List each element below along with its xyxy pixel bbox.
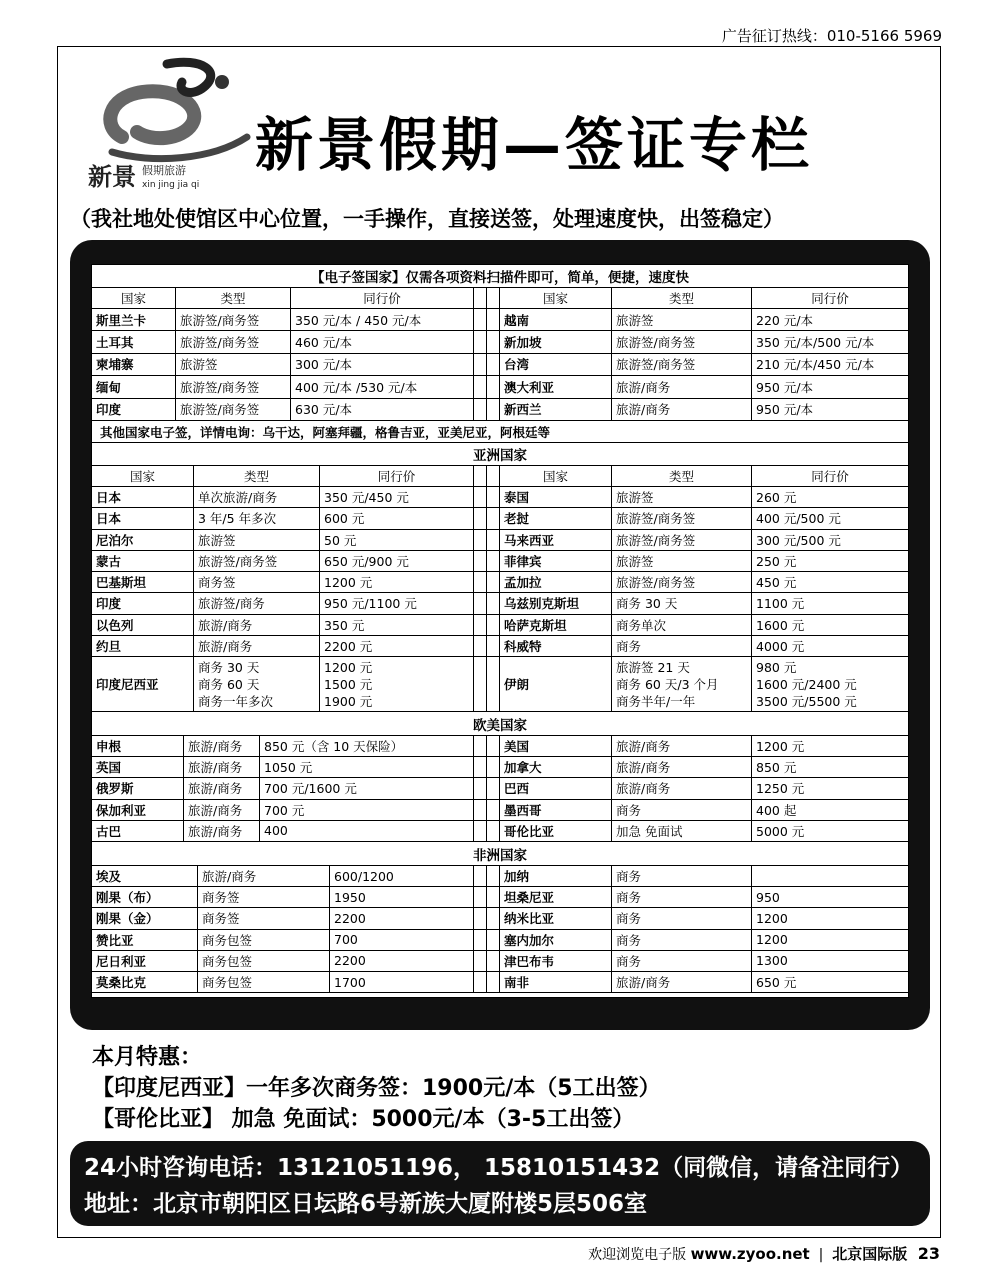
country-name: 莫桑比克	[92, 972, 198, 992]
contact-address: 地址：北京市朝阳区日坛路6号新族大厦附楼5层506室	[84, 1191, 648, 1217]
visa-price: 850 元（含 10 天保险）	[260, 736, 474, 756]
visa-type: 商务包签	[198, 972, 330, 992]
visa-type: 商务	[612, 636, 752, 656]
country-name: 刚果（布）	[92, 887, 198, 907]
col-header-type: 类型	[176, 288, 291, 308]
visa-price: 450 元	[756, 575, 797, 591]
special-offer-1: 【印度尼西亚】一年多次商务签：1900元/本（5工出签）	[92, 1076, 661, 1101]
visa-type: 旅游/商务	[184, 800, 260, 820]
country-name: 哥伦比亚	[500, 821, 612, 841]
visa-type-line: 商务 30 天	[198, 659, 260, 675]
visa-price	[752, 866, 908, 886]
table-row	[92, 331, 908, 353]
country-name: 新加坡	[500, 331, 612, 352]
visa-type: 商务包签	[198, 930, 330, 950]
visa-price: 300 元/本	[291, 354, 474, 375]
evisa-header-row	[92, 288, 908, 309]
footer-divider: |	[814, 1247, 828, 1263]
table-row	[92, 376, 908, 398]
visa-price: 700 元/1600 元	[260, 778, 474, 798]
footer-site-link[interactable]: www.zyoo.net	[690, 1245, 810, 1263]
table-row	[92, 951, 908, 972]
page-subtitle: （我社地处使馆区中心位置，一手操作，直接送签，处理速度快，出签稳定）	[70, 207, 784, 231]
visa-type: 旅游签	[612, 551, 752, 571]
country-name: 印度	[92, 593, 194, 613]
visa-type: 旅游/商务	[612, 778, 752, 798]
col-header-type: 类型	[194, 466, 320, 486]
visa-type: 商务	[612, 930, 752, 950]
country-name: 保加利亚	[92, 800, 184, 820]
col-header-price: 同行价	[811, 291, 849, 306]
visa-type: 旅游签	[194, 530, 320, 550]
country-name: 日本	[92, 487, 194, 507]
monthly-special	[92, 1042, 661, 1135]
visa-price-table	[91, 264, 909, 998]
evisa-note: 其他国家电子签，详情电询：乌干达，阿塞拜疆，格鲁吉亚，亚美尼亚，阿根廷等	[92, 421, 908, 443]
table-row	[92, 887, 908, 908]
visa-type: 旅游签/商务签	[612, 530, 752, 550]
contact-phone: 24小时咨询电话：13121051196， 15810151432（同微信，请备注同行）	[84, 1155, 914, 1181]
visa-price: 1200 元	[756, 739, 805, 755]
country-name: 哈萨克斯坦	[500, 615, 612, 635]
country-name: 尼日利亚	[92, 951, 198, 971]
table-row	[92, 757, 908, 778]
visa-price: 400 元/500 元	[756, 511, 841, 527]
country-name: 巴西	[500, 778, 612, 798]
visa-price-line: 1500 元	[324, 676, 373, 692]
country-name: 越南	[500, 309, 612, 330]
visa-price: 600/1200	[330, 866, 474, 886]
visa-price	[320, 657, 474, 711]
table-row	[92, 572, 908, 593]
visa-price: 630 元/本	[291, 399, 474, 420]
visa-price: 5000 元	[756, 823, 805, 839]
country-name: 古巴	[92, 821, 184, 841]
visa-type-line: 商务半年/一年	[616, 693, 696, 709]
footer-edition: 北京国际版	[832, 1245, 908, 1263]
country-name: 埃及	[92, 866, 198, 886]
country-name: 约旦	[92, 636, 194, 656]
table-row	[92, 593, 908, 614]
visa-price: 1300	[756, 953, 788, 969]
visa-price: 650 元/900 元	[320, 551, 474, 571]
visa-price-line: 1200 元	[324, 659, 373, 675]
table-row	[92, 636, 908, 657]
asia-header-row	[92, 466, 908, 487]
visa-type: 旅游签	[176, 354, 291, 375]
visa-type: 旅游签	[612, 309, 752, 330]
visa-price: 1950	[330, 887, 474, 907]
country-name: 新西兰	[500, 399, 612, 420]
visa-price: 350 元/本/500 元/本	[756, 335, 875, 351]
visa-price: 2200	[330, 951, 474, 971]
country-name: 坦桑尼亚	[500, 887, 612, 907]
visa-type: 旅游签/商务签	[176, 399, 291, 420]
visa-price: 350 元	[320, 615, 474, 635]
visa-price: 1200	[756, 932, 788, 948]
ad-hotline: 广告征订热线：010-5166 5969	[721, 27, 942, 45]
europe-banner: 欧美国家	[92, 712, 908, 736]
country-name: 巴基斯坦	[92, 572, 194, 592]
visa-type: 商务	[612, 887, 752, 907]
special-heading: 本月特惠：	[92, 1045, 203, 1070]
visa-type-line: 商务 60 天	[198, 676, 260, 692]
visa-type: 商务签	[198, 908, 330, 928]
visa-type	[194, 657, 320, 711]
brand-logo	[82, 52, 267, 192]
table-row	[92, 530, 908, 551]
country-name: 孟加拉	[500, 572, 612, 592]
visa-price: 460 元/本	[291, 331, 474, 352]
table-row	[92, 866, 908, 887]
country-name: 印度尼西亚	[92, 657, 194, 711]
visa-price: 1050 元	[260, 757, 474, 777]
country-name: 纳米比亚	[500, 908, 612, 928]
visa-type-line: 旅游签 21 天	[616, 659, 690, 675]
visa-price: 400 元/本 /530 元/本	[291, 376, 474, 397]
col-header-type: 类型	[612, 466, 752, 486]
visa-price: 950 元/1100 元	[320, 593, 474, 613]
visa-type: 商务	[612, 866, 752, 886]
country-name: 英国	[92, 757, 184, 777]
visa-price: 700	[330, 930, 474, 950]
visa-type: 商务签	[198, 887, 330, 907]
special-offer-2: 【哥伦比亚】 加急 免面试：5000元/本（3-5工出签）	[92, 1107, 635, 1132]
visa-type-line: 商务一年多次	[198, 693, 274, 709]
visa-price: 350 元/450 元	[320, 487, 474, 507]
country-name: 俄罗斯	[92, 778, 184, 798]
visa-type: 旅游/商务	[198, 866, 330, 886]
country-name: 缅甸	[92, 376, 176, 397]
page-footer	[588, 1243, 940, 1264]
table-row	[92, 736, 908, 757]
visa-type-line: 商务 60 天/3 个月	[616, 676, 719, 692]
visa-price: 260 元	[756, 490, 797, 506]
visa-price: 2200 元	[320, 636, 474, 656]
country-name: 以色列	[92, 615, 194, 635]
country-name: 美国	[500, 736, 612, 756]
table-row	[92, 778, 908, 799]
country-name: 乌兹别克斯坦	[500, 593, 612, 613]
visa-price: 220 元/本	[756, 312, 814, 328]
contact-box	[70, 1141, 930, 1226]
visa-price-line: 1600 元/2400 元	[756, 676, 857, 692]
country-name: 台湾	[500, 354, 612, 375]
table-row	[92, 487, 908, 508]
country-name: 斯里兰卡	[92, 309, 176, 330]
footer-browse: 欢迎浏览电子版	[588, 1247, 687, 1263]
visa-price: 950 元/本	[756, 402, 814, 418]
visa-type: 商务	[612, 908, 752, 928]
visa-type: 商务	[612, 800, 752, 820]
visa-type: 旅游签/商务签	[176, 331, 291, 352]
visa-type: 旅游签/商务签	[176, 376, 291, 397]
visa-price: 2200	[330, 908, 474, 928]
country-name: 南非	[500, 972, 612, 992]
visa-type: 商务包签	[198, 951, 330, 971]
visa-price-line: 980 元	[756, 659, 797, 675]
visa-type: 旅游/商务	[612, 757, 752, 777]
country-name: 加纳	[500, 866, 612, 886]
visa-type: 旅游签/商务签	[612, 331, 752, 352]
visa-type: 商务单次	[612, 615, 752, 635]
country-name: 澳大利亚	[500, 376, 612, 397]
visa-price	[752, 657, 908, 711]
visa-type: 加急 免面试	[612, 821, 752, 841]
visa-type: 旅游签/商务	[194, 593, 320, 613]
table-row	[92, 309, 908, 331]
country-name: 科威特	[500, 636, 612, 656]
visa-price: 950 元/本	[756, 379, 814, 395]
country-name: 日本	[92, 508, 194, 528]
visa-price: 350 元/本 / 450 元/本	[291, 309, 474, 330]
country-name: 蒙古	[92, 551, 194, 571]
visa-type: 旅游/商务	[184, 778, 260, 798]
visa-type: 旅游/商务	[612, 376, 752, 397]
country-name: 土耳其	[92, 331, 176, 352]
table-row	[92, 399, 908, 421]
country-name: 菲律宾	[500, 551, 612, 571]
country-name: 尼泊尔	[92, 530, 194, 550]
visa-price: 400	[260, 821, 474, 841]
country-name: 墨西哥	[500, 800, 612, 820]
visa-price: 650 元	[756, 975, 797, 991]
visa-type: 3 年/5 年多次	[194, 508, 320, 528]
visa-type: 单次旅游/商务	[194, 487, 320, 507]
col-header-country: 国家	[500, 288, 612, 308]
visa-price: 600 元	[320, 508, 474, 528]
visa-price: 4000 元	[756, 638, 805, 654]
visa-type: 商务	[612, 951, 752, 971]
visa-type: 旅游/商务	[184, 736, 260, 756]
visa-price: 850 元	[756, 760, 797, 776]
table-row	[92, 908, 908, 929]
col-header-price: 同行价	[811, 469, 849, 484]
visa-type: 旅游/商务	[184, 757, 260, 777]
visa-type: 旅游/商务	[184, 821, 260, 841]
visa-type: 商务 30 天	[612, 593, 752, 613]
visa-type: 旅游签/商务签	[176, 309, 291, 330]
africa-banner: 非洲国家	[92, 842, 908, 866]
visa-type: 旅游/商务	[194, 636, 320, 656]
country-name: 申根	[92, 736, 184, 756]
visa-type: 旅游签/商务签	[612, 354, 752, 375]
country-name: 赞比亚	[92, 930, 198, 950]
visa-type: 旅游签	[612, 487, 752, 507]
col-header-price: 同行价	[291, 288, 474, 308]
table-row	[92, 800, 908, 821]
visa-type: 商务签	[194, 572, 320, 592]
visa-price: 210 元/本/450 元/本	[756, 357, 875, 373]
page-number: 23	[917, 1244, 940, 1263]
page-title: 新景假期—签证专栏	[255, 111, 814, 179]
country-name: 津巴布韦	[500, 951, 612, 971]
logo-name: 新景	[88, 163, 136, 191]
asia-multi-row	[92, 657, 908, 712]
country-name: 马来西亚	[500, 530, 612, 550]
table-row	[92, 615, 908, 636]
country-name: 加拿大	[500, 757, 612, 777]
evisa-banner: 【电子签国家】仅需各项资料扫描件即可，简单，便捷，速度快	[92, 265, 908, 288]
visa-price: 1200	[756, 910, 788, 926]
visa-type: 旅游/商务	[194, 615, 320, 635]
visa-type: 旅游签/商务签	[612, 508, 752, 528]
visa-type: 旅游签/商务签	[612, 572, 752, 592]
visa-price: 700 元	[260, 800, 474, 820]
table-row	[92, 972, 908, 993]
visa-price: 300 元/500 元	[756, 532, 841, 548]
visa-type: 旅游/商务	[612, 736, 752, 756]
visa-price: 1600 元	[756, 617, 805, 633]
country-name: 老挝	[500, 508, 612, 528]
table-row	[92, 508, 908, 529]
visa-price: 1700	[330, 972, 474, 992]
country-name: 塞内加尔	[500, 930, 612, 950]
visa-price-line: 3500 元/5500 元	[756, 693, 857, 709]
visa-price: 950	[756, 889, 780, 905]
visa-price: 1100 元	[756, 596, 805, 612]
col-header-type: 类型	[612, 288, 752, 308]
visa-type	[612, 657, 752, 711]
col-header-price: 同行价	[320, 466, 474, 486]
visa-price: 1250 元	[756, 781, 805, 797]
visa-price: 250 元	[756, 553, 797, 569]
col-header-country: 国家	[500, 466, 612, 486]
table-row	[92, 821, 908, 842]
visa-type: 旅游/商务	[612, 972, 752, 992]
country-name: 伊朗	[500, 657, 612, 711]
visa-price: 400 起	[756, 802, 797, 818]
visa-price: 50 元	[320, 530, 474, 550]
col-header-country: 国家	[92, 288, 176, 308]
country-name: 刚果（金）	[92, 908, 198, 928]
table-row	[92, 930, 908, 951]
visa-price: 1200 元	[320, 572, 474, 592]
table-row	[92, 551, 908, 572]
visa-type: 旅游签/商务签	[194, 551, 320, 571]
asia-banner: 亚洲国家	[92, 443, 908, 466]
country-name: 印度	[92, 399, 176, 420]
visa-price-line: 1900 元	[324, 693, 373, 709]
visa-type: 旅游/商务	[612, 399, 752, 420]
table-row	[92, 354, 908, 376]
logo-pinyin: xin jing jia qi	[142, 180, 200, 190]
logo-tag: 假期旅游	[142, 164, 186, 177]
country-name: 泰国	[500, 487, 612, 507]
country-name: 柬埔寨	[92, 354, 176, 375]
col-header-country: 国家	[92, 466, 194, 486]
